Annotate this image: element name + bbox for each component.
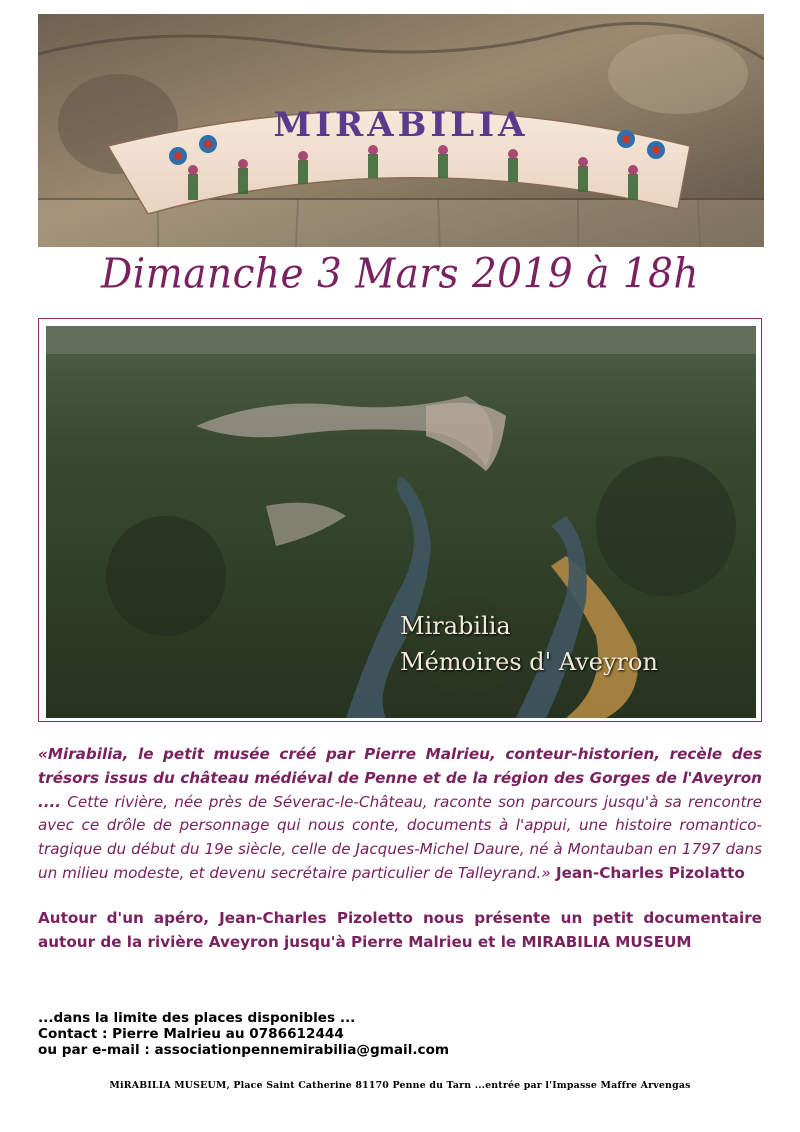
event-date-headline: Dimanche 3 Mars 2019 à 18h xyxy=(100,250,700,299)
quote-bold: «Mirabilia, le petit musée créé par Pierre Malrieu, conteur-historien, recèle des trésors issus du château médiéval de Penne et de la région des Gorges de l'Aveyron .... xyxy=(38,745,762,811)
intro-paragraph: Autour d'un apéro, Jean-Charles Pizoletto nous présente un petit documentaire autour de la rivière Aveyron jusqu'à Pierre Malrieu et le MIRABILIA MUSEUM xyxy=(38,909,762,951)
banner-photo xyxy=(38,14,764,247)
contact-email: ou par e-mail : associationpennemirabilia@gmail.com xyxy=(38,1042,450,1058)
footer-address: MiRABILIA MUSEUM, Place Saint Catherine 81170 Penne du Tarn ...entrée par l'Impasse Maffre Arvengas xyxy=(109,1080,691,1091)
quote-rest: Cette rivière, née près de Séverac-le-Château, raconte son parcours jusqu'à sa rencontre avec ce drôle de personnage qui nous conte, documents à l'appui, une histoire romantico-tragique du début du 19e siècle, celle de Jacques-Michel Daure, né à Montauban en 1797 dans un milieu modeste, et devenu secrétaire particulier de Talleyrand.» xyxy=(38,792,762,882)
photo-caption-title: Mirabilia xyxy=(400,612,511,640)
quote-author: Jean-Charles Pizolatto xyxy=(550,863,745,882)
sign-text: MIRABILIA xyxy=(273,105,529,145)
contact-phone: Contact : Pierre Malrieu au 0786612444 xyxy=(38,1026,344,1042)
stone-wall-illustration xyxy=(38,14,764,247)
description-paragraph xyxy=(38,743,762,886)
contact-block xyxy=(38,1010,762,1058)
availability-note: ...dans la limite des places disponibles ... xyxy=(38,1010,356,1026)
photo-caption-subtitle: Mémoires d' Aveyron xyxy=(400,648,658,676)
